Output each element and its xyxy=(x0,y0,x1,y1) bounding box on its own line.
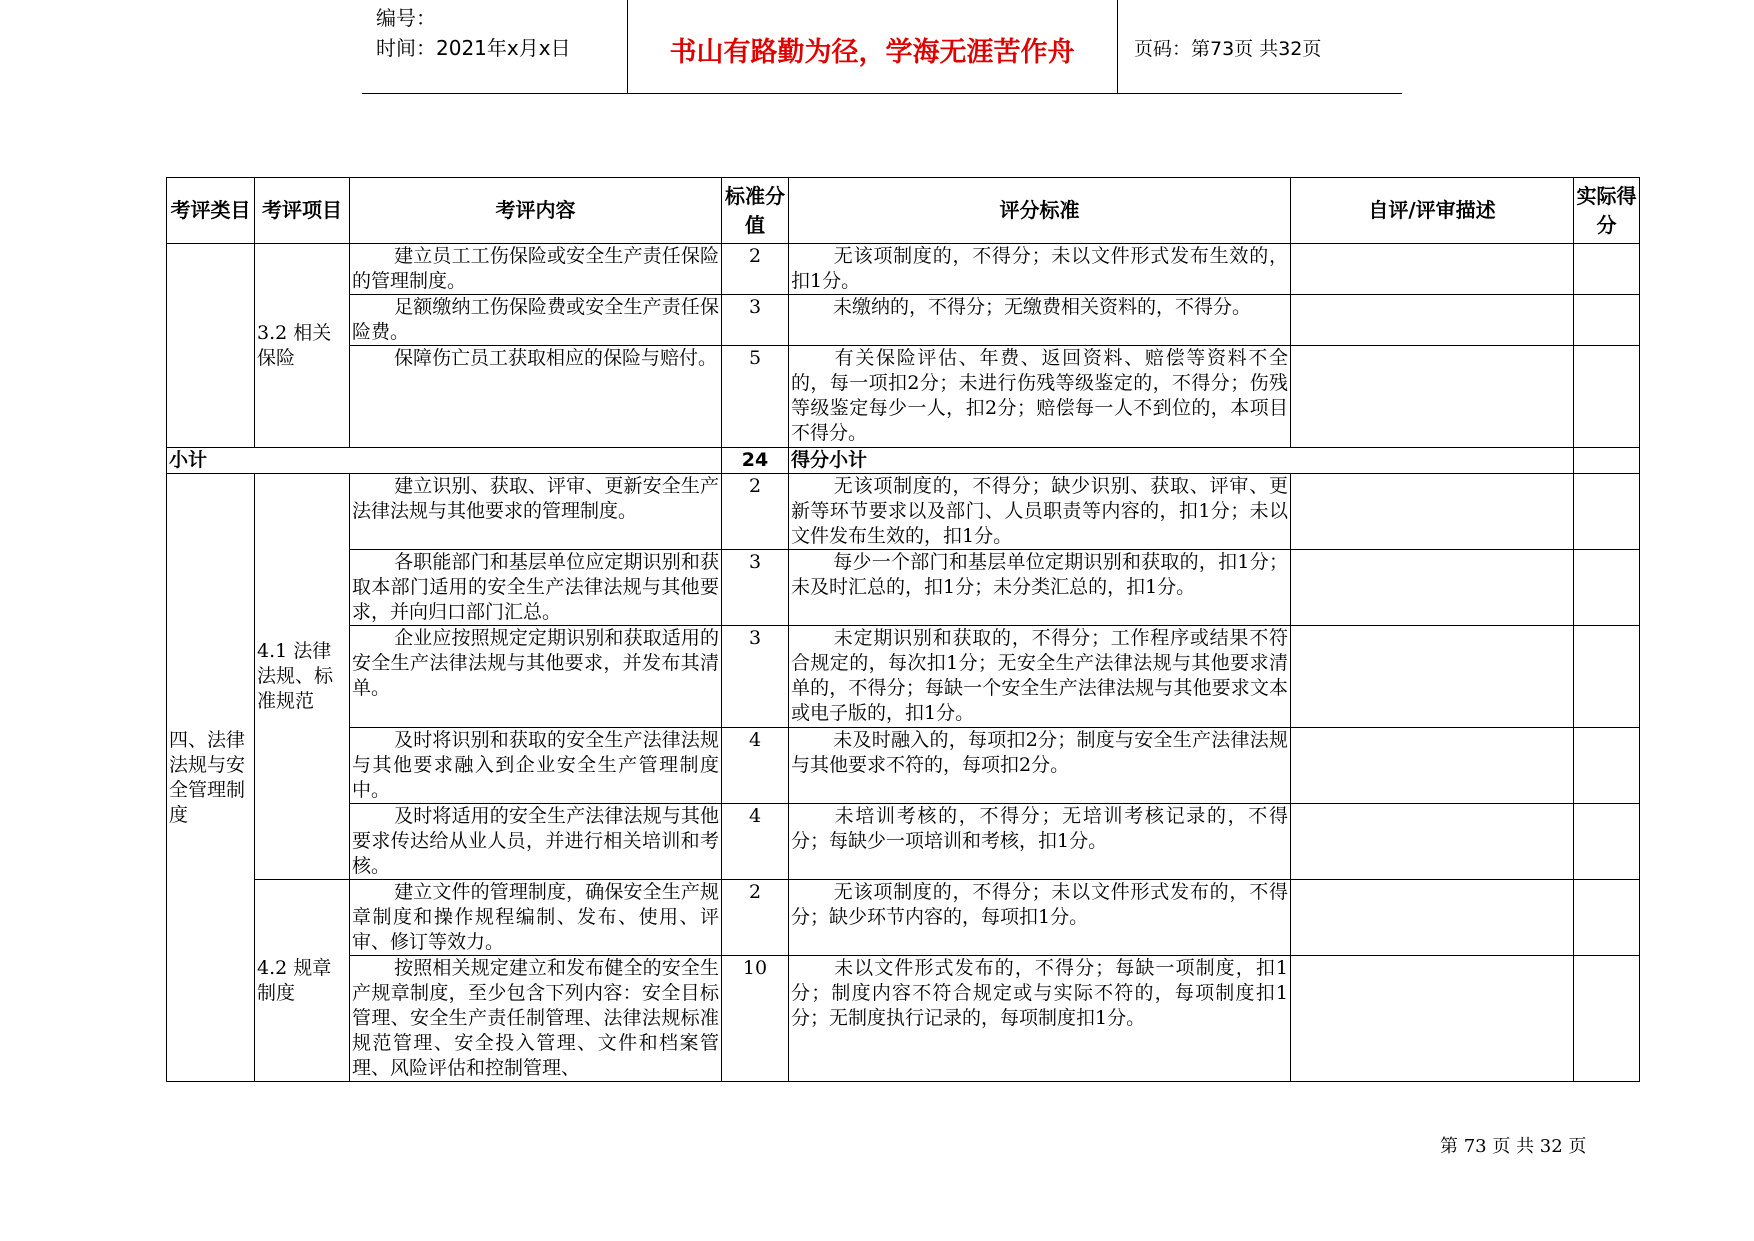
category-label: 四、法律法规与安全管理制度 xyxy=(169,728,246,826)
criteria-cell xyxy=(789,956,1291,1082)
criteria-text: 未定期识别和获取的，不得分；工作程序或结果不符合规定的，每次扣1分；无安全生产法律法规与其他要求清单的，不得分；每缺一个安全生产法律法规与其他要求文本或电子版的，扣1分。 xyxy=(791,627,1288,724)
self-review-cell xyxy=(1291,880,1574,956)
header-standard-score: 标准分值 xyxy=(722,178,789,244)
table-row xyxy=(167,244,1640,295)
criteria-text: 未培训考核的，不得分；无培训考核记录的，不得分；每缺少一项培训和考核，扣1分。 xyxy=(791,805,1288,852)
evaluation-table xyxy=(166,177,1640,1082)
content-cell xyxy=(350,295,722,346)
self-review-cell xyxy=(1291,295,1574,346)
content-cell xyxy=(350,346,722,448)
actual-score-cell xyxy=(1574,550,1640,626)
self-review-cell xyxy=(1291,244,1574,295)
header-criteria: 评分标准 xyxy=(789,178,1291,244)
content-cell xyxy=(350,956,722,1082)
header-self-review: 自评/评审描述 xyxy=(1291,178,1574,244)
header-divider xyxy=(1117,0,1118,93)
actual-score-cell xyxy=(1574,346,1640,448)
content-cell xyxy=(350,244,722,295)
document-number-label: 编号： xyxy=(376,6,436,30)
table-row xyxy=(167,804,1640,880)
criteria-text: 未缴纳的，不得分；无缴费相关资料的，不得分。 xyxy=(833,296,1252,318)
table-row xyxy=(167,880,1640,956)
criteria-text: 未及时融入的，每项扣2分；制度与安全生产法律法规与其他要求不符的，每项扣2分。 xyxy=(791,729,1288,776)
criteria-cell xyxy=(789,244,1291,295)
standard-score: 2 xyxy=(722,474,789,550)
content-cell xyxy=(350,880,722,956)
table-header-row xyxy=(167,178,1640,244)
self-review-cell xyxy=(1291,626,1574,728)
self-review-cell xyxy=(1291,728,1574,804)
content-cell xyxy=(350,804,722,880)
criteria-text: 无该项制度的，不得分；缺少识别、获取、评审、更新等环节要求以及部门、人员职责等内容的，扣1分；未以文件发布生效的，扣1分。 xyxy=(791,475,1288,547)
header-page-number: 页码：第73页 共32页 xyxy=(1134,38,1322,60)
content-text: 建立员工工伤保险或安全生产责任保险的管理制度。 xyxy=(352,245,719,292)
criteria-cell xyxy=(789,474,1291,550)
table-row xyxy=(167,346,1640,448)
table-row xyxy=(167,550,1640,626)
document-date: 时间：2021年x月x日 xyxy=(376,36,571,60)
item-label: 4.2 规章制度 xyxy=(257,956,332,1004)
criteria-cell xyxy=(789,626,1291,728)
table-row xyxy=(167,728,1640,804)
actual-score-cell xyxy=(1574,448,1640,474)
header-content: 考评内容 xyxy=(350,178,722,244)
item-cell xyxy=(255,474,350,880)
header-motto: 书山有路勤为径，学海无涯苦作舟 xyxy=(669,37,1075,68)
content-cell xyxy=(350,626,722,728)
table-row xyxy=(167,474,1640,550)
criteria-text: 无该项制度的，不得分；未以文件形式发布的，不得分；缺少环节内容的，每项扣1分。 xyxy=(791,881,1288,928)
self-review-cell xyxy=(1291,804,1574,880)
criteria-text: 未以文件形式发布的，不得分；每缺一项制度，扣1分；制度内容不符合规定或与实际不符的，每项制度扣1分；无制度执行记录的，每项制度扣1分。 xyxy=(791,957,1288,1029)
actual-score-cell xyxy=(1574,880,1640,956)
subtotal-row xyxy=(167,448,1640,474)
criteria-text: 有关保险评估、年费、返回资料、赔偿等资料不全的，每一项扣2分；未进行伤残等级鉴定的，不得分；伤残等级鉴定每少一人，扣2分；赔偿每一人不到位的，本项目不得分。 xyxy=(791,347,1288,444)
content-cell xyxy=(350,474,722,550)
actual-score-cell xyxy=(1574,474,1640,550)
content-cell xyxy=(350,728,722,804)
content-cell xyxy=(350,550,722,626)
content-text: 及时将适用的安全生产法律法规与其他要求传达给从业人员，并进行相关培训和考核。 xyxy=(352,805,719,877)
footer-page-number: 第 73 页 共 32 页 xyxy=(1440,1136,1587,1157)
content-text: 各职能部门和基层单位应定期识别和获取本部门适用的安全生产法律法规与其他要求，并向归口部门汇总。 xyxy=(352,551,719,623)
self-review-cell xyxy=(1291,346,1574,448)
table-row xyxy=(167,295,1640,346)
table-row xyxy=(167,626,1640,728)
item-cell xyxy=(255,244,350,448)
content-text: 建立文件的管理制度，确保安全生产规章制度和操作规程编制、发布、使用、评审、修订等效力。 xyxy=(352,881,719,953)
actual-score-cell xyxy=(1574,626,1640,728)
category-cell xyxy=(167,474,255,1082)
item-label: 4.1 法律法规、标准规范 xyxy=(257,640,334,712)
standard-score: 3 xyxy=(722,626,789,728)
standard-score: 4 xyxy=(722,804,789,880)
content-text: 按照相关规定建立和发布健全的安全生产规章制度，至少包含下列内容：安全目标管理、安全生产责任制管理、法律法规标准规范管理、安全投入管理、文件和档案管理、风险评估和控制管理、 xyxy=(352,957,719,1079)
actual-score-cell xyxy=(1574,295,1640,346)
subtotal-value: 24 xyxy=(722,448,789,474)
criteria-cell xyxy=(789,295,1291,346)
standard-score: 10 xyxy=(722,956,789,1082)
content-text: 及时将识别和获取的安全生产法律法规与其他要求融入到企业安全生产管理制度中。 xyxy=(352,729,719,801)
category-cell xyxy=(167,244,255,448)
standard-score: 4 xyxy=(722,728,789,804)
actual-score-cell xyxy=(1574,804,1640,880)
header-item: 考评项目 xyxy=(255,178,350,244)
header-category: 考评类目 xyxy=(167,178,255,244)
criteria-text: 每少一个部门和基层单位定期识别和获取的，扣1分；未及时汇总的，扣1分；未分类汇总的，扣1分。 xyxy=(791,551,1288,598)
subtotal-label: 小计 xyxy=(167,448,722,474)
standard-score: 2 xyxy=(722,880,789,956)
content-text: 企业应按照规定定期识别和获取适用的安全生产法律法规与其他要求，并发布其清单。 xyxy=(352,627,719,699)
actual-score-cell xyxy=(1574,956,1640,1082)
content-text: 保障伤亡员工获取相应的保险与赔付。 xyxy=(394,347,718,369)
standard-score: 3 xyxy=(722,550,789,626)
actual-score-cell xyxy=(1574,728,1640,804)
standard-score: 5 xyxy=(722,346,789,448)
standard-score: 2 xyxy=(722,244,789,295)
table-row xyxy=(167,956,1640,1082)
standard-score: 3 xyxy=(722,295,789,346)
page-header xyxy=(362,0,1402,94)
self-review-cell xyxy=(1291,474,1574,550)
actual-score-cell xyxy=(1574,244,1640,295)
item-label: 3.2 相关保险 xyxy=(257,321,332,369)
criteria-cell xyxy=(789,880,1291,956)
self-review-cell xyxy=(1291,550,1574,626)
criteria-text: 无该项制度的，不得分；未以文件形式发布生效的，扣1分。 xyxy=(791,245,1288,292)
item-cell xyxy=(255,880,350,1082)
content-text: 建立识别、获取、评审、更新安全生产法律法规与其他要求的管理制度。 xyxy=(352,475,719,522)
header-actual-score: 实际得分 xyxy=(1574,178,1640,244)
criteria-cell xyxy=(789,804,1291,880)
subtotal-criteria-label: 得分小计 xyxy=(789,448,1574,474)
self-review-cell xyxy=(1291,956,1574,1082)
criteria-cell xyxy=(789,550,1291,626)
content-text: 足额缴纳工伤保险费或安全生产责任保险费。 xyxy=(352,296,719,343)
criteria-cell xyxy=(789,346,1291,448)
criteria-cell xyxy=(789,728,1291,804)
